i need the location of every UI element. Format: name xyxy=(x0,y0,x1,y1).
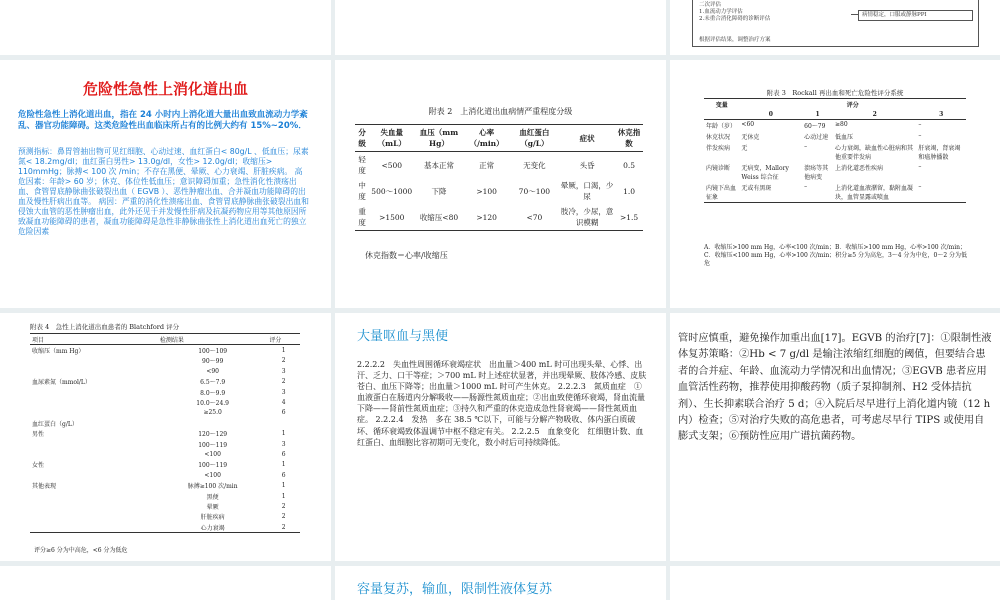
cell: 上消化道血液潴留，黏附血凝块，血管显露或喷血 xyxy=(835,185,914,201)
cell: 无休克 xyxy=(741,134,760,141)
table-row xyxy=(355,178,643,204)
table-row xyxy=(704,120,966,132)
cell: <100 xyxy=(204,471,221,479)
table-note: 评分≥6 分为中高危，<6 分为低危 xyxy=(34,547,128,554)
cell: 血尿素氮（mmol/L） xyxy=(32,379,91,387)
cell: ≥25.0 xyxy=(203,409,222,417)
cell: 3 xyxy=(281,367,286,375)
cell xyxy=(30,439,158,449)
cell: 重度 xyxy=(358,207,366,227)
table-row xyxy=(704,142,966,162)
cell: 2 xyxy=(281,357,286,365)
col-header: 分级 xyxy=(358,128,366,148)
col-header: 检测结果 xyxy=(159,336,184,344)
cell: 肝脏疾病 xyxy=(200,514,225,522)
cell: <60 xyxy=(741,121,755,128)
table-row xyxy=(30,449,300,459)
cell: 6.5～7.9 xyxy=(200,379,226,387)
cell: <500 xyxy=(381,160,403,170)
blatchford-table xyxy=(30,333,300,533)
cell: 120～129 xyxy=(198,431,228,439)
table-row xyxy=(30,356,300,366)
cell xyxy=(30,501,158,511)
col-header: 变量 xyxy=(715,102,728,109)
cell: – xyxy=(918,183,922,190)
slide-thumbnail-2[interactable] xyxy=(335,0,666,55)
lead-paragraph: 危险性急性上消化道出血，指在 24 小时内上消化道大量出血致血流动力学紊乱、器官功能障碍。这类危险性出血临床所占有的比例大约有 15%~20%． xyxy=(18,110,308,131)
cell: 女性 xyxy=(32,462,45,470)
cell: 0.5 xyxy=(623,160,636,170)
table-row xyxy=(30,397,300,407)
slide-thumbnail-1[interactable] xyxy=(0,0,331,55)
cell: 肢冷，少尿，意识模糊 xyxy=(560,207,614,227)
cell: 500～1000 xyxy=(371,186,413,196)
cell: 90～99 xyxy=(202,358,224,366)
cell: 男性 xyxy=(32,431,45,439)
cell: 100～109 xyxy=(198,348,228,356)
cell: 无变化 xyxy=(523,160,546,170)
col-header: 血红蛋白（g/L） xyxy=(519,128,550,148)
cell: 脉搏≥100 次/min xyxy=(187,483,238,491)
col-header: 评分 xyxy=(846,102,859,109)
cell: 伴发疾病 xyxy=(706,145,731,152)
cell xyxy=(30,470,158,480)
cell xyxy=(30,387,158,397)
cell: 1 xyxy=(281,430,286,438)
cell: 正常 xyxy=(479,160,495,170)
flow-text xyxy=(699,2,849,23)
severity-table xyxy=(355,124,643,231)
table-row xyxy=(30,460,300,470)
cell: <70 xyxy=(526,212,543,222)
cell: 其他表现 xyxy=(32,483,57,491)
table-row xyxy=(30,439,300,449)
slide-title: 危险性急性上消化道出血 xyxy=(82,80,248,98)
cell: 2 xyxy=(281,378,286,386)
cell: 2 xyxy=(281,523,286,531)
col-header: 0 xyxy=(768,111,773,118)
slide-thumbnail-5[interactable] xyxy=(335,60,666,308)
cell: – xyxy=(918,121,922,128)
col-header: 心率（/min） xyxy=(469,128,504,148)
table-row xyxy=(704,162,966,182)
cell: >100 xyxy=(476,186,497,196)
cell: 4 xyxy=(281,399,286,407)
col-header: 休克指数 xyxy=(617,128,641,148)
cell xyxy=(267,418,300,428)
cell xyxy=(30,491,158,501)
cell: 心力衰竭，缺血性心脏病和其他重要伴发病 xyxy=(835,145,914,161)
cell: <100 xyxy=(204,450,221,458)
col-header: 血压（mm Hg） xyxy=(419,128,459,148)
cell: 晕厥，口渴，少尿 xyxy=(560,181,614,201)
table-row xyxy=(30,377,300,387)
col-header: 2 xyxy=(872,111,877,118)
cell: – xyxy=(804,143,808,150)
cell: >1.5 xyxy=(619,212,639,222)
cell: 1 xyxy=(281,461,286,469)
cell: 1.0 xyxy=(623,186,636,196)
table-row xyxy=(30,512,300,522)
table-row xyxy=(355,152,643,179)
cell: 2 xyxy=(281,502,286,510)
cell: 内镜诊断 xyxy=(706,165,731,172)
table-row xyxy=(30,480,300,490)
slide-thumbnail-3[interactable] xyxy=(670,0,1000,55)
slide-thumbnail-9[interactable] xyxy=(670,313,1000,561)
cell: 1 xyxy=(281,492,286,500)
section-title: 容量复苏，输血，限制性液体复苏 xyxy=(357,582,553,597)
table-row xyxy=(30,366,300,376)
flow-bottom-text: 根据评估结果，调整治疗方案 xyxy=(699,37,771,43)
slide-thumbnail-7[interactable] xyxy=(0,313,331,561)
cell: 8.0～9.9 xyxy=(200,389,226,397)
cell xyxy=(30,366,158,376)
cell xyxy=(30,522,158,533)
cell: 上消化道恶性疾病 xyxy=(835,165,884,172)
cell: <90 xyxy=(206,367,219,375)
table-note: 休克指数＝心率/收缩压 xyxy=(365,251,448,260)
slide-thumbnail-8[interactable] xyxy=(335,313,666,561)
cell: 70～100 xyxy=(518,186,551,196)
cell: 溃疡等其他病变 xyxy=(804,165,829,181)
table-row xyxy=(30,345,300,356)
cell xyxy=(30,356,158,366)
cell: 心动过速 xyxy=(804,134,829,141)
table-row xyxy=(30,387,300,397)
cell: 6 xyxy=(281,409,286,417)
table-title: 附表 2 上消化道出血病情严重程度分级 xyxy=(428,107,573,116)
flow-line: 1.血流动力学评估 xyxy=(699,9,743,15)
cell: >120 xyxy=(476,212,497,222)
cell: ≥80 xyxy=(835,121,848,128)
table-row xyxy=(704,182,966,203)
cell: 轻度 xyxy=(358,155,366,175)
col-header: 1 xyxy=(815,111,820,118)
cell: 中度 xyxy=(358,181,366,201)
cell: 100～119 xyxy=(198,462,228,470)
flow-line: 二次评估 xyxy=(699,2,722,8)
cell: 1 xyxy=(281,482,286,490)
table-row xyxy=(30,501,300,511)
table-note: A．收缩压>100 mm Hg，心率<100 次/min；B．收缩压>100 mm Hg，心率>100 次/min；C．收缩压<100 mm Hg，心率>100 次/min；积分≥5 分为高危，3～4 分为中危，0～2 分为低危 xyxy=(704,244,968,267)
cell: 晕厥 xyxy=(206,503,219,511)
col-header: 评分 xyxy=(269,336,282,344)
table-row xyxy=(30,418,300,428)
table-row xyxy=(30,491,300,501)
table-row xyxy=(30,470,300,480)
cell: 内镜下出血征象 xyxy=(706,185,737,201)
body-text: 管时应慎重，避免操作加重出血[17]。EGVB 的治疗[7]：①限制性液体复苏策略：②Hb < 7 g/dl 是输注浓缩红细胞的阈值，但要结合患者的合并症、年龄、血流动力学情况和出血情况；③EGVB 患者应用血管活性药物，推荐使用抑酸药物（质子泵抑制剂、H2 受体拮抗剂）、生长抑素联合治疗 5 d；④入院后尽早进行上消化道内镜（12 h 内）检查；⑤对治疗失败的高危患者，可考虑尽早行 TIPS 或使用自膨式支架；⑥预防性应用广谱抗菌药物。 xyxy=(678,333,992,443)
rockall-table xyxy=(704,98,966,203)
flow-line: 2.未重合消化障碍的诊断评估 xyxy=(699,16,771,22)
section-title: 大量呕血与黑便 xyxy=(357,329,449,344)
cell xyxy=(30,397,158,407)
cell: 2 xyxy=(281,513,286,521)
cell: 头昏 xyxy=(579,160,595,170)
cell: 低血压 xyxy=(835,134,854,141)
cell: 10.0～24.9 xyxy=(196,400,230,408)
cell: 60～79 xyxy=(804,123,826,130)
col-header: 症状 xyxy=(579,133,595,143)
cell: 基本正常 xyxy=(423,160,454,170)
col-header: 项目 xyxy=(32,336,45,344)
cell: 6 xyxy=(281,471,286,479)
cell: 收缩压（mm Hg） xyxy=(32,348,85,356)
body-paragraph: 预测指标：鼻胃管抽出物可见红细胞、心动过速、血红蛋白< 80g/L 、低血压；尿素氮< 18.2mg/dl；血红蛋白男性> 13.0g/dl，女性> 12.0g/dl；收缩压> 110mmHg；脉搏< 100 次 /min；不存在黑便、晕厥、心力衰竭、肝脏疾病。 高危因素：年龄> 60 岁；休克、体位性低血压；意识障碍加重；急性消化性溃疡出血、食管胃底静脉曲张破裂出血（ EGVB ）、恶性肿瘤出血、合并凝血功能障碍的出血及慢性肝病出血等。 病因：严重的消化性溃疡出血、食管胃底静脉曲张破裂出血和侵蚀大血管的恶性肿瘤出血，此外还见于并发慢性肝病及抗凝药物应用等其他原因所致凝血功能障碍的患者，凝血功能障碍是急性非静脉曲张性上消化道出血死亡的独立危险因素 xyxy=(18,147,309,236)
cell: 黑便 xyxy=(206,493,219,501)
cell: – xyxy=(918,132,922,139)
cell: 1 xyxy=(281,347,286,355)
table-row xyxy=(30,522,300,533)
cell xyxy=(30,449,158,459)
col-header: 失血量（mL） xyxy=(377,128,406,148)
cell: 无 xyxy=(741,145,748,152)
table-row xyxy=(30,408,300,418)
flowchart xyxy=(692,0,979,47)
cell: 无病变，Mallory Weiss 综合征 xyxy=(741,165,789,181)
cell: 6 xyxy=(281,450,286,458)
cell: 3 xyxy=(281,388,286,396)
cell: – xyxy=(804,183,808,190)
cell: 心力衰竭 xyxy=(200,524,225,532)
table-title: 附表 4 急性上消化道出血患者的 Blatchford 评分 xyxy=(30,323,180,331)
table-row xyxy=(355,204,643,231)
table-row xyxy=(704,131,966,142)
cell: 肝衰竭，肾衰竭和癌肿播散 xyxy=(918,145,961,161)
flow-box: 病情稳定，口服或静脉PPI xyxy=(858,10,973,21)
col-header: 3 xyxy=(939,111,944,118)
cell: 血红蛋白（g/L） xyxy=(32,420,78,428)
cell: – xyxy=(918,163,922,170)
cell: 3 xyxy=(281,440,286,448)
slide-thumbnail-6[interactable] xyxy=(670,60,1000,308)
cell: 收缩压<80 xyxy=(419,212,459,222)
cell: 休克状况 xyxy=(706,134,731,141)
slide-thumbnail-4[interactable] xyxy=(0,60,331,308)
slide-thumbnail-10[interactable] xyxy=(0,566,331,600)
cell: 无或有黑斑 xyxy=(741,185,772,192)
cell: 100～119 xyxy=(198,441,228,449)
table-row xyxy=(30,429,300,439)
cell xyxy=(30,408,158,418)
body-text: 2.2.2.2 失血性周围循环衰竭症状 出血量＞400 mL 时可出现头晕、心悸、出汗、乏力、口干等症；＞700 mL 时上述症状显著，并出现晕厥、肢体冷感、皮肤苍白、血压下降等；出血量＞1000 mL 时可产生休克。 2.2.2.3 氮质血症 ①血液蛋白在肠道内分解吸收——肠源性氮质血症；②出血致使循环衰竭，肾血流量下降——肾前性氮质血症；③持久和严重的休克造成急性肾衰竭——肾性氮质血症。 2.2.2.4 发热 多在 38.5 ℃以下，可能与分解产物吸收、体内蛋白质破坏、循环衰竭致体温调节中枢不稳定有关。 2.2.2.5 血象变化 红细胞计数、血红蛋白、血细胞比容初期可无变化，数小时后可持续降低。 xyxy=(357,360,647,447)
cell xyxy=(158,418,268,428)
cell: 下降 xyxy=(431,186,447,196)
cell: 年龄（岁） xyxy=(706,123,737,130)
cell: >1500 xyxy=(379,212,405,222)
slide-thumbnail-12[interactable] xyxy=(670,566,1000,600)
table-title: 附表 3 Rockall 再出血和死亡危险性评分系统 xyxy=(766,89,904,97)
slide-thumbnail-11[interactable] xyxy=(335,566,666,600)
cell xyxy=(30,512,158,522)
